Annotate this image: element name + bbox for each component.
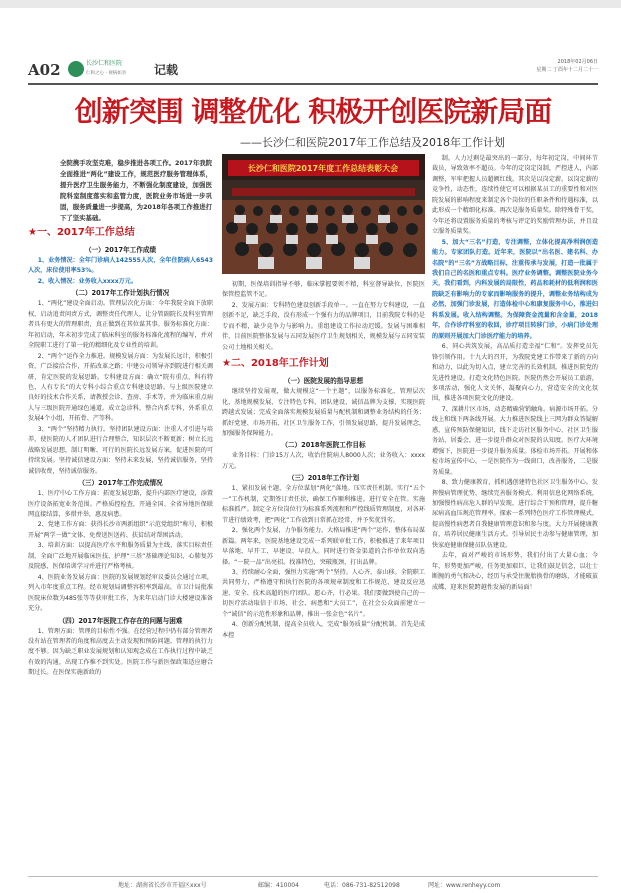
paragraph: 1、管理方面：管理的目标性不强。在经营过程中仍有部分管理者没有站在管理者的角度和高度去主动发现和预防问题。管理的执行力度不够。因为缺乏职业发展规划和认知观念成在工作执行过程中缺乏有效的沟通，出现工作推不到实处。医院工作与新医保政策适应磨合期过长。在医保实施新政的 bbox=[28, 627, 213, 677]
meeting-photo-illustration bbox=[222, 154, 425, 274]
top-bar bbox=[0, 0, 621, 8]
photo-banner-text: 长沙仁和医院2017年度工作总结表彰大会 bbox=[247, 164, 399, 173]
paragraph: 3、持续耐心全面，强恒力实施“两个”坚持。人心齐，泰山移。全院职工共同努力，严格遵守和执行医院的各项规章制度和工作规范，建设反应迅速、安全、技术高超的医疗团队。愿心齐，行必果。我们要做到使自己的一切医疗活动取信于市场、社会、病患和“大员工”，在社会公众面前建立一个“诚信”的示范性形象和品牌，推出一张金色“名片”。 bbox=[222, 568, 425, 618]
section-name: 记载 bbox=[154, 63, 179, 77]
intro-paragraph: 全院携手攻坚克难，稳步推进各项工作。2017年我院全面推进“两化”建设工作，规范医疗服务管理体系，提升医疗卫生服务能力，不断强化制度建设，加强医院科室制度落实和监管力度，医院业务市场进一步巩固，服务质量进一步提高，为2018年各项工作推进打下了坚实基础。 bbox=[60, 159, 212, 222]
subheading: （三）2017年工作完成情况 bbox=[78, 479, 163, 488]
logo-slogan: 仁和之心 · 视病如亲 bbox=[86, 71, 127, 76]
header-rule bbox=[28, 83, 598, 85]
subheading: （三）2018年工作计划 bbox=[287, 474, 360, 483]
date-gregorian: 2018年02月06日 bbox=[557, 59, 598, 65]
page-header bbox=[28, 58, 598, 82]
paragraph: 1、业务情况：全年门诊病人142555人次，全年住院病人6543人次，床位使用率53%。 bbox=[28, 257, 213, 275]
subheading: （一）医院发展的指导思想 bbox=[283, 377, 364, 386]
paragraph: 2、强化两个发展，力争服务能力、大格局推进“两个”运作，整体布局谋新篇。两年来，医院基地建设完成一系列联审批工作，积极推进了来年项目早落地、早开工、早建设、早投入。同时进行资金渠道的合作单位双向选择。“一院一品”出亮招。找准特色，突破瓶颈，打出品牌。 bbox=[222, 527, 425, 566]
logo-name: 长沙仁和医院 bbox=[86, 60, 123, 67]
footer-address: 地址：湖南省长沙市开福区xxx号 bbox=[118, 882, 207, 889]
paragraph: 去年，面对严峻的市场形势，我们付出了大量心血；今年，形势更加严峻，任务更加艰巨，让我们鼓足信念，以壮士断腕的勇气和决心，经历与承受住脱胎换骨的磨练，才能破茧成蝶，迎来医院跨越性发展的新局面！ bbox=[432, 552, 598, 591]
paragraph: 制。人力过剩是最突出的一部分，每年初定岗，中间环节裁员，导致效率不超员。今年的定岗定岗制，严控进人，内部调整，军牢把握人员超额红线。其次是以岗定薪。以岗定薪的竞争性，动态性，连续性使它可以根据某员工的重要性和对医院发展的影响程度来制定各个岗位的任职条件和待遇标准，以此形成一个精细化标准。再次是服务质量奖。除特殊骨干奖，今年还将设置服务质量的考核与评定的奖励管理办法，并且设立服务质量奖。 bbox=[432, 155, 598, 236]
paragraph: 5、加大“三名”打造，专注调整，立体化提高净利润创造能力。专家团队打造。近年来，医院以“出名医、建名科、办名院”的“三名”方战略目标，注重传承与发展，打造一批属于我们自己的名医和重点专科。医疗业务调整。调整医院业务今天，我们看到，内科发展的局限性，药品和耗材的低利润和医院缺乏有影响力的专家而影响服务的提升，调整业务结构成为必然，加强门诊发展，打造体检中心和康复服务中心，推进妇科系发展。收入结构调整。为保障资金流量和含金量，2018年，合作诊疗科室的收回，诊疗项目转移门诊，小病门诊处理的原则开展加大门诊医疗能力的培养。 bbox=[432, 238, 598, 340]
footer-postcode: 邮编：410004 bbox=[258, 882, 299, 889]
page-footer bbox=[28, 876, 598, 891]
paragraph: 1、“两化”建设全面启动。管理层次化方面：今年我院全面下放职权，启动追责问责方式，调整责任代理人，让分管副院长及科室管理者具有更大的管理职责，真正做到在其位谋其事。服务标准化方面：年初启动，年末初步完成了临床科室的服务标准化流程的编写，并对全院职工进行了第一轮的精细化及专业性的培训。 bbox=[28, 300, 213, 350]
paragraph: 7、深耕片区市场，动态精确营销触角。病源市场开拓。分线上和线下两条线开展。大力推进医院线上三网为群众答疑解惑，宣传预防保健知识，线下走访社区服务中心、社区卫生服务站、居委会，进一步提升群众对医院的认知度。医疗大环境增强下，医院进一步提升服务质量。体检市场开拓。开展和体检市场宣传中心，一是医院作为一线窗口，改善服务，二是服务质量。 bbox=[432, 405, 598, 476]
subheading: （一）2017年工作成绩 bbox=[84, 246, 157, 254]
date-lunar: 星期二 丁酉年十二月二十一 bbox=[536, 67, 598, 73]
paragraph: 8、致力健康教育，抓机遇创建特色社区卫生服务中心。发挥慢病管理优势，继续完善服务模式。利用信息化网络系统，加强慢性病高危人群的早发现，进行综合干预和管理，提升糖尿病高血压规范管理率。探索一系列特色医疗工作管理模式，提高慢性病患者自我健康管理意识和参与度。大力开展健康教育，培养居民健康生活方式。引导居民主动参与健康管理，加快家庭健康保健员队伍建设。 bbox=[432, 479, 598, 549]
subheading: （二）2018年医院工作目标 bbox=[281, 441, 366, 450]
article-column-2 bbox=[222, 280, 425, 872]
paragraph: 4、创新分配机制，提高全员收入，完成“服务质量”分配机制。首先是成本控 bbox=[222, 621, 425, 639]
paragraph: 2、党建工作方面：获得长沙市两新组织“示范党组织”称号，积极开展“两学一做”文体、免费送医送药、扶贫结对帮困活动。 bbox=[28, 521, 213, 539]
logo-icon bbox=[68, 61, 84, 77]
paragraph: 2、“两个”运作全力推进。规模发展方面：为发展长远计，积极引资，广泛接洽合作，开拓改革之路；中建公司领导亦到院进行相关调研，肯定医院的发展思路。专科建设方面：确立“院有重点，科有特色，人有专长”的大专科小综合重点专科建设思路。与上级医院建立良好的技术合作关系，请教授会诊、查房、手术等，并为临床重点病人与三级医院开通绿色通道。成立急诊科，整合内系专科，外系重点发展4个小组，开拓骨、产等科。 bbox=[28, 352, 213, 423]
paragraph: 6、同心共筑发展，高品质打造幸福“仁和”。发挥党员先锋引领作用。十九大的召开，为我院党建工作带来了新的方向和动力，以此为切入点，建立完善的长效机制，推进医院党的先进性建设。打造文化特色医院。医院仍然会开展员工旅游，多项活动，强化人文关怀，凝聚向心力，营造安全的文化氛围，推进各项医院文化的建设。 bbox=[432, 343, 598, 403]
paragraph: 3、“两个”坚持精力执行。坚持团队建设方面：注重人才引进与培养，使医院的人才团队进行合理整合，知识层次不断更新；树立长远战略发展思想，制订明晰、可行的医院长远发展方案，促进医院的可持续发展。坚持诚信建设方面：坚持未来发展，坚持诚信服务，坚持诚信收费，坚持诚信服务。 bbox=[28, 425, 213, 475]
paragraph: 初期，医保培训指导不够，临床掌握要领不精，科室督导缺位，医院医保管控监管不足。 bbox=[222, 281, 425, 299]
page-number: A02 bbox=[28, 61, 61, 79]
meeting-photo bbox=[222, 154, 425, 274]
subheading: （四）2017年医院工作存在的问题与困难 bbox=[58, 616, 183, 625]
footer-website: 网址：www.renheyy.com bbox=[428, 882, 501, 889]
dateline bbox=[536, 58, 598, 74]
section-heading-1: ★一、2017年工作总结 bbox=[28, 227, 135, 238]
article-column-3 bbox=[432, 154, 598, 872]
paragraph: 1、医疗中心工作方面：拓宽发展思路，提升内部医疗建设，添置医疗设备拓宽业务范围。严格质控检查，开通全国、全省异地医保联网直接结算，多措并举，惠及病患。 bbox=[28, 490, 213, 518]
paragraph: 继续坚持发展观，做大规模这“一个主题”，以服务标准化、管理层次化、基地规模发展、专注特色专科、团队建设、诚信品牌为支撑，实现医院跨越式发展；完成全面落实规模发展质量与配机制和调整业务结构的任务；抓好党建、市场开拓、社区卫生服务工作，引领发展思路，提升发展理念，加强服务保障能力。 bbox=[222, 388, 425, 437]
paragraph: 2、收入情况：业务收入xxxx万元。 bbox=[37, 277, 137, 285]
paragraph: 业务目标：门诊15万人次，收治住院病人8000人次；业务收入：xxxx万元。 bbox=[222, 452, 425, 470]
subheading: （二）2017年工作计划执行情况 bbox=[71, 289, 170, 298]
paragraph: 4、医院业务发展方面：医院的发展规划经审议委员会通过立项，列入市年度重点工程。经市规划局调整容积率到最高，市卫计局批准医院床位数为485张等等获审批工作，为来年启动门诊大楼建设准备充分。 bbox=[28, 573, 213, 613]
headline: 创新突围 调整优化 积极开创医院新局面 bbox=[74, 95, 552, 128]
paragraph: 3、培训方面：以提高医疗水平和服务质量为主线，落实目标责任制，全面广泛地开展临床医技、护理“三基”基础理论知识、心肺复苏及院感、医保培训学习并进行严格考核。 bbox=[28, 542, 213, 571]
paragraph: 2、发展方面：专科特色建设创新手段单一。一直在努力专科建设，一直创新不足，缺乏手段，没有形成一个强有力的品牌项目，目前我院专科仍是专而不精，缺少竞争力与影响力。重组建设工作拉动迟缓。发展与困难相伴，目前医院整体发展与五同发展医疗卫生规划相关，规模发展与五同安装公司土地相关相关。 bbox=[222, 301, 425, 351]
subheadline: ——长沙仁和医院2017年工作总结及2018年工作计划 bbox=[240, 136, 505, 149]
article-column-1 bbox=[28, 222, 213, 872]
footer-phone: 电话：086-731-82512098 bbox=[324, 882, 400, 889]
paragraph: 1、紧扣发展主题，全方位谋划“两化”落地。压实责任机制。实行“五个一”工作机制，定期签订责任状，确保工作顺利推进。进行安全在管。实施标准抓严。制定全方位岗位行为标准系列流程和严控线质管理制度，对各环节进行绩效考，把“两化”工作放到日常抓在经常，并予奖优罚劣。 bbox=[222, 485, 425, 524]
section-heading-2: ★二、2018年工作计划 bbox=[222, 358, 329, 370]
